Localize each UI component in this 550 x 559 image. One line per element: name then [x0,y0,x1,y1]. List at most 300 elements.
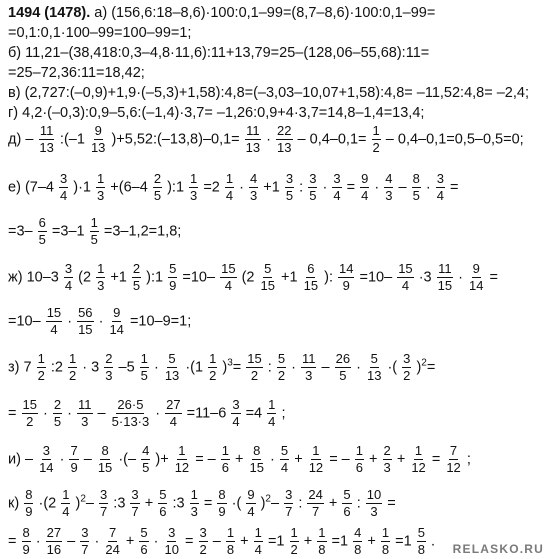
expression: (2,727:(–0,9)+1,9·(–5,3)+1,58):4,8=(–3,03–10,07+1,58):4,8= –11,52:4,8= –2,4; [24,85,529,101]
expression-text: ·( [387,359,398,376]
expression-text: – [212,533,221,550]
fraction [231,398,240,429]
numerator: 4 [141,444,150,460]
numerator: 1 [226,526,235,542]
fraction [410,444,426,475]
numerator: 2 [104,352,113,368]
denominator: 13 [277,140,292,156]
expression-text: · [425,179,431,196]
expression-text: ):1 [167,179,185,196]
numerator: 1 [140,352,149,368]
numerator: 3 [402,352,411,368]
expression: (156,6:18–8,6)·100:0,1–99=(8,7–8,6)·100:0,1–99= [111,5,436,21]
expression-text: ) [75,495,81,512]
task-i-line [8,444,471,475]
denominator: 4 [64,278,73,294]
denominator: 4 [60,188,68,204]
expression-text: = [450,179,459,196]
fraction [372,124,381,155]
fraction [80,526,89,557]
denominator: 3 [190,188,198,204]
fraction [384,172,393,203]
expression-text: ·(2 [38,495,57,512]
denominator: 7 [81,542,89,558]
numerator: 8 [217,488,226,504]
expression-text: )+5,52:(–13,8)–0,1= [111,131,240,148]
expression-text: :3 [113,495,126,512]
denominator: 2 [403,368,411,384]
task-zh-line-2 [8,306,191,337]
item-label: к) [8,495,20,512]
expression-text: –5 [118,359,135,376]
denominator: 12 [308,460,324,476]
denominator: 5 [339,368,347,384]
denominator: 5 [132,278,141,294]
expression-text: ·(– [118,451,137,468]
numerator: 56 [77,306,93,322]
numerator: 3 [80,526,89,542]
numerator: 1 [189,172,198,188]
expression-text: ·(1 [185,359,204,376]
expression-text: – [67,533,76,550]
expression-text: =4 [245,405,263,422]
expression-text: (2 [241,269,255,286]
fraction [301,352,317,383]
fraction [189,172,198,203]
numerator: 15 [397,262,413,278]
expression-text: – [83,451,92,468]
expression-text: – [321,359,330,376]
denominator: 8 [226,542,235,558]
numerator: 5 [168,262,177,278]
fraction [199,526,208,557]
fraction [64,262,73,293]
fraction [226,526,235,557]
denominator: 2 [290,542,298,558]
denominator: 3 [190,504,198,520]
denominator: 2 [209,368,217,384]
task-a-line-1 [8,6,435,21]
expression-text: =3–1 [51,223,85,240]
fraction [468,262,484,293]
numerator: 1 [225,172,234,188]
numerator: 5 [417,526,426,542]
expression-text: =10– [182,269,216,286]
fraction [38,216,47,247]
expression-text: :(–1 [59,131,85,148]
fraction [221,444,230,475]
denominator: 5 [53,414,62,430]
numerator: 3 [285,172,294,188]
denominator: 3 [383,460,391,476]
denominator: 3 [370,504,378,520]
fraction [397,262,413,293]
numerator: 1 [317,526,326,542]
numerator: 11 [301,352,317,368]
fraction [111,398,151,429]
expression-text: ): [324,269,333,286]
numerator: 9 [472,262,481,278]
fraction [141,444,150,475]
denominator: 3 [97,278,105,294]
denominator: 4 [225,188,234,204]
expression-text: =1 [331,533,349,550]
fraction [317,526,326,557]
denominator: 2 [277,368,286,384]
numerator: 3 [59,172,68,188]
expression-text: ) [260,495,266,512]
fraction [153,172,162,203]
expression-text: · [239,179,244,196]
denominator: 5 [140,368,148,384]
expression-text: + [328,495,338,512]
numerator: 2 [53,398,62,414]
denominator: 4 [254,542,262,558]
denominator: 4 [333,188,341,204]
numerator: 1 [254,526,263,542]
denominator: 7 [312,504,320,520]
task-zh-line-1 [8,262,498,293]
expression-text: : [356,495,361,512]
expression-text: · [374,179,380,196]
fraction [417,526,426,557]
fraction [246,488,255,519]
fraction [383,444,392,475]
expression-text: – [24,451,34,468]
expression-text: =1 [267,533,285,550]
denominator: 4 [62,504,70,520]
expression-text: =10–9=1; [129,313,192,330]
expression-text: + [294,451,303,468]
denominator: 4 [247,504,255,520]
denominator: 12 [411,460,426,476]
fraction [254,526,263,557]
fraction [277,352,286,383]
expression-text: =3– [8,223,33,240]
expression-text: + [144,495,154,512]
numerator: 1 [190,488,199,504]
expression-text: + [396,451,406,468]
denominator: 13 [164,368,180,384]
numerator: 7 [108,526,117,542]
denominator: 15 [260,278,275,294]
numerator: 3 [308,172,317,188]
numerator: 2 [383,444,392,460]
denominator: 13 [90,140,106,156]
numerator: 1 [177,444,186,460]
expression: =25–72,36:11=18,42; [8,65,145,81]
expression-text: · [59,451,65,468]
expression-text: · [67,313,73,330]
fraction [46,306,62,337]
fraction [96,262,105,293]
denominator: 15 [303,278,319,294]
watermark: RELASKO.RU [452,542,544,556]
expression-text: = [346,179,356,196]
expression-text: ; [466,451,471,468]
exponent: 2 [421,357,427,369]
expression-text: · 3 [82,359,100,376]
fraction [139,526,148,557]
item-label: з) [8,359,20,376]
denominator: 13 [245,140,261,156]
denominator: 5 [38,232,46,248]
denominator: 9 [218,504,226,520]
expression-text: ) [416,359,422,376]
expression-text: = – [195,451,216,468]
numerator: 3 [284,488,293,504]
denominator: 4 [169,414,177,430]
fraction [46,526,62,557]
problem-number: 1494 [8,5,41,21]
fraction [437,262,453,293]
numerator: 5 [342,488,351,504]
expression-text: 7 [23,359,32,376]
numerator: 4 [384,172,393,188]
denominator: 4 [50,322,58,338]
expression-text: +(6–4 [110,179,148,196]
numerator: 8 [22,526,31,542]
numerator: 26 [335,352,351,368]
fraction [190,488,199,519]
expression-text: 10–3 [26,269,59,286]
denominator: 7 [285,504,293,520]
fraction [308,172,317,203]
expression-text: – [270,495,280,512]
fraction [366,352,382,383]
numerator: 2 [153,172,162,188]
expression-text: = [8,533,17,550]
numerator: 11 [77,398,93,414]
fraction [174,444,190,475]
expression-text: · [322,179,328,196]
fraction [90,216,99,247]
fraction [38,124,54,155]
numerator: 4 [353,526,362,542]
numerator: 1 [37,352,46,368]
fraction [284,488,293,519]
numerator: 14 [338,262,354,278]
exponent: 2 [80,493,86,505]
numerator: 5 [263,262,272,278]
task-a-line-2 [8,26,191,41]
expression-text: ·( [231,495,242,512]
denominator: 13 [39,140,54,156]
fraction [37,352,46,383]
task-g-line [8,106,424,121]
fraction [164,526,180,557]
expression-text: – 0,4–0,1=0,5–0,5=0; [385,131,524,148]
numerator: 1 [414,444,423,460]
task-b-line-1 [8,46,429,61]
denominator: 3 [385,188,393,204]
numerator: 9 [112,306,121,322]
fraction [22,526,31,557]
task-v-line [8,86,529,101]
numerator: 1 [68,352,77,368]
fraction [246,352,262,383]
numerator: 9 [94,124,103,140]
fraction [225,172,234,203]
expression-text: · [67,405,72,422]
expression-text: ):1 [146,269,164,286]
expression-text: = – [329,451,350,468]
denominator: 9 [22,542,30,558]
denominator: 12 [174,460,190,476]
expression-text: + [125,533,135,550]
fraction [338,262,354,293]
item-label: д) [8,131,22,148]
denominator: 15 [78,322,93,338]
numerator: 3 [167,526,176,542]
fraction [402,352,411,383]
task-b-line-2 [8,66,145,81]
fraction [132,262,141,293]
denominator: 4 [232,414,240,430]
denominator: 2 [37,368,45,384]
denominator: 2 [250,368,259,384]
expression-text: ·3 [418,269,432,286]
expression-text: )+ [155,451,169,468]
expression-text: =3–1,2=1,8; [103,223,182,240]
expression-text: + [369,451,378,468]
denominator: 16 [46,542,62,558]
item-label: ж) [8,269,23,286]
task-e-line-1 [8,172,459,203]
numerator: 27 [46,526,62,542]
fraction [164,352,180,383]
fraction [130,488,139,519]
denominator: 24 [105,542,120,558]
numerator: 1 [61,488,70,504]
denominator: 2 [69,368,77,384]
denominator: 10 [164,542,179,558]
fraction [38,444,54,475]
expression-text: + [367,533,376,550]
fraction [77,398,93,429]
expression: 4,2·(–0,3):0,9–5,6:(–1,4)·3,7= –1,26:0,9+4·3,7=14,8–1,4=13,4; [22,105,425,121]
expression-text: : [267,359,272,376]
expression-text: · [43,405,48,422]
numerator: 3 [332,172,341,188]
fraction [22,398,38,429]
expression-text: · [458,269,463,286]
fraction [97,444,113,475]
denominator: 4 [361,188,369,204]
denominator: 2 [199,542,207,558]
fraction [381,526,390,557]
numerator: 1 [96,262,105,278]
denominator: 4 [436,188,444,204]
denominator: 5 [153,188,162,204]
denominator: 4 [224,278,232,294]
expression-text: – [97,405,106,422]
denominator: 15 [437,278,453,294]
task-z-line-1 [8,352,435,383]
expression-text: · [155,405,161,422]
expression-text: = [431,451,441,468]
fraction [360,172,369,203]
numerator: 4 [249,172,258,188]
numerator: 1 [221,444,230,460]
expression-text: = [387,495,396,512]
fraction [53,398,62,429]
fraction [335,352,351,383]
denominator: 9 [169,278,177,294]
numerator: 8 [100,444,109,460]
expression-text: · [98,313,104,330]
numerator: 11 [245,124,261,140]
fraction [104,352,113,383]
denominator: 5 [309,188,317,204]
numerator: 5 [277,352,286,368]
denominator: 15 [249,460,265,476]
expression-text: = [203,495,213,512]
denominator: 5 [142,460,150,476]
expression-text: · [266,131,272,148]
numerator: 7 [69,444,78,460]
numerator: 1 [96,172,105,188]
fraction [61,488,70,519]
item-label: б) [8,45,22,61]
numerator: 5 [167,352,176,368]
expression-text: – [398,179,407,196]
numerator: 3 [436,172,445,188]
denominator: 4 [401,278,410,294]
expression-text: = [426,359,436,376]
fraction [332,172,341,203]
denominator: 2 [26,414,34,430]
fraction [158,488,167,519]
fraction [168,262,177,293]
numerator: 8 [252,444,261,460]
denominator: 7 [100,504,108,520]
fraction [68,352,77,383]
numerator: 5 [139,526,148,542]
denominator: 3 [105,368,113,384]
fraction [165,398,181,429]
denominator: 14 [469,278,484,294]
fraction [59,172,68,203]
numerator: 8 [412,172,421,188]
expression-text: : [299,179,304,196]
numerator: 1 [90,216,99,232]
fraction [249,444,265,475]
expression: =0,1:0,1·100–99=100–99=1; [8,25,192,41]
fraction [208,352,217,383]
denominator: 9 [342,278,350,294]
numerator: 6 [306,262,315,278]
fraction [353,526,362,557]
expression-text: (2 [78,269,92,286]
denominator: 15 [97,460,113,476]
denominator: 5 [90,232,98,248]
expression-text: + [240,533,249,550]
numerator: 3 [130,488,139,504]
fraction [285,172,294,203]
expression-text: : [298,495,303,512]
task-k-line-2 [8,526,435,557]
fraction [220,262,236,293]
fraction [276,124,292,155]
expression-text: · [94,533,100,550]
expression-text: + [235,451,244,468]
numerator: 15 [246,352,262,368]
expression-text: =10– [8,313,41,330]
expression-text: = [232,359,242,376]
fraction [280,444,289,475]
expression-text: – 0,4–0,1= [297,131,367,148]
